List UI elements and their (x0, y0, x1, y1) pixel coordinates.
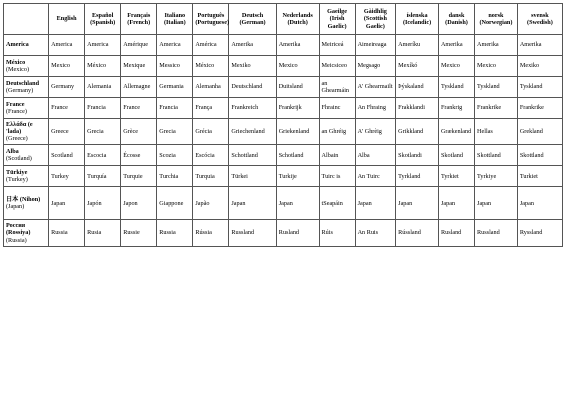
table-cell: Turkiet (517, 166, 562, 187)
column-header-sub: (Portuguese) (195, 19, 230, 26)
table-cell: Mexiko (229, 56, 276, 77)
column-header-name: Português (197, 11, 225, 19)
table-cell: Rússland (396, 220, 439, 246)
table-cell: Grecia (157, 119, 193, 145)
table-cell: Japan (475, 187, 518, 220)
row-header-sub: (Russia) (6, 236, 27, 244)
corner-header-cell (4, 4, 49, 35)
table-cell: Russland (475, 220, 518, 246)
column-header-sub: (Danish) (445, 19, 468, 26)
column-header (517, 4, 562, 35)
table-cell: Mexíkó (396, 56, 439, 77)
column-header (157, 4, 193, 35)
table-cell: Meiriceá (319, 35, 355, 56)
table-cell: Frankrijk (276, 98, 319, 119)
row-header-sub: (Turkey) (6, 176, 28, 184)
header-row (4, 4, 563, 35)
table-cell: France (121, 98, 157, 119)
column-header-name: dansk (448, 11, 465, 19)
table-cell: Tyrkiet (438, 166, 474, 187)
table-cell: Giappone (157, 187, 193, 220)
table-cell: Japan (355, 187, 396, 220)
table-cell: Mexique (121, 56, 157, 77)
column-header-sub: (French) (127, 19, 151, 26)
column-header-sub: (Italian) (163, 19, 186, 26)
table-cell: Amerika (438, 35, 474, 56)
column-header (396, 4, 439, 35)
column-header-name: norsk (488, 11, 504, 19)
table-row (4, 98, 563, 119)
table-cell: Turkey (49, 166, 85, 187)
row-header-name: Alba (6, 147, 19, 155)
table-cell: Japon (121, 187, 157, 220)
table-cell: Japan (229, 187, 276, 220)
table-cell: Rúis (319, 220, 355, 246)
column-header-name: svensk (531, 11, 549, 19)
row-header (4, 119, 49, 145)
table-cell: Turchia (157, 166, 193, 187)
table-cell: France (49, 98, 85, 119)
row-header-sub: (Germany) (6, 87, 34, 94)
table-cell: Frankrike (517, 98, 562, 119)
row-header-name: México (6, 58, 26, 66)
table-row (4, 35, 563, 56)
column-header-name: Español (92, 11, 114, 19)
column-header (475, 4, 518, 35)
table-cell: Frankrike (475, 98, 518, 119)
table-cell: Þýskaland (396, 77, 439, 98)
table-cell: Tyskland (438, 77, 474, 98)
table-cell: America (85, 35, 121, 56)
table-cell: Mexiko (517, 56, 562, 77)
column-header-sub: (Spanish) (90, 19, 116, 26)
table-cell: Russland (229, 220, 276, 246)
table-cell: Schotland (276, 145, 319, 166)
table-cell: Russie (121, 220, 157, 246)
row-header (4, 166, 49, 187)
table-cell: Grèce (121, 119, 157, 145)
row-header-name: America (6, 41, 29, 49)
table-cell: Tyskland (517, 77, 562, 98)
table-cell: Türkei (229, 166, 276, 187)
table-cell: Turquie (121, 166, 157, 187)
column-header (438, 4, 474, 35)
table-cell: México (193, 56, 229, 77)
table-cell: Greece (49, 119, 85, 145)
table-cell: Skottland (517, 145, 562, 166)
column-header-sub: (Icelandic) (402, 19, 432, 26)
row-header-name: Россия (Rossiya) (6, 221, 31, 237)
table-cell: Aimeireaga (355, 35, 396, 56)
table-cell: A' Ghearmailt (355, 77, 396, 98)
column-header-name: Italiano (164, 11, 186, 19)
column-header-sub: (Swedish) (527, 19, 553, 26)
row-header-sub: (Scotland) (6, 155, 32, 163)
column-header-sub: (Norwegian) (479, 19, 513, 26)
column-header-name: Gàidhlig (363, 7, 387, 15)
table-cell: Grekland (517, 119, 562, 145)
table-cell: an Ghréig (319, 119, 355, 145)
table-cell: Alba (355, 145, 396, 166)
table-cell: Rusland (438, 220, 474, 246)
table-cell: Grikkland (396, 119, 439, 145)
table-cell: Russia (49, 220, 85, 246)
table-cell: México (85, 56, 121, 77)
table-container (3, 3, 563, 247)
table-cell: Japão (193, 187, 229, 220)
column-header-name: Gaeilge (327, 7, 348, 15)
table-cell: tSeapáin (319, 187, 355, 220)
table-cell: Frankreich (229, 98, 276, 119)
table-cell: Turkije (276, 166, 319, 187)
row-header (4, 56, 49, 77)
table-cell: Messico (157, 56, 193, 77)
table-cell: America (157, 35, 193, 56)
table-row (4, 145, 563, 166)
row-header-name: France (6, 100, 25, 108)
table-cell: Alemanha (193, 77, 229, 98)
table-cell: Grécia (193, 119, 229, 145)
table-cell: América (193, 35, 229, 56)
column-header-sub: (Dutch) (287, 19, 308, 26)
column-header (319, 4, 355, 35)
row-header-sub: (Japan) (6, 203, 25, 211)
table-cell: America (49, 35, 85, 56)
table-cell: Duitsland (276, 77, 319, 98)
table-cell: an Ghearmáin (319, 77, 355, 98)
table-cell: Russia (157, 220, 193, 246)
table-cell: Mexico (276, 56, 319, 77)
table-cell: Amerika (276, 35, 319, 56)
table-cell: Tyrkiye (475, 166, 518, 187)
table-cell: Turquia (193, 166, 229, 187)
table-cell: Megsago (355, 56, 396, 77)
column-header-name: Français (127, 11, 151, 19)
column-header (49, 4, 85, 35)
table-row (4, 119, 563, 145)
table-cell: Francia (85, 98, 121, 119)
table-cell: Schottland (229, 145, 276, 166)
table-cell: Germany (49, 77, 85, 98)
table-cell: França (193, 98, 229, 119)
table-cell: Meicsiceo (319, 56, 355, 77)
column-header-name: English (56, 15, 77, 23)
column-header-sub: (German) (239, 19, 266, 26)
table-cell: Amerika (229, 35, 276, 56)
table-row (4, 77, 563, 98)
table-cell: Japan (438, 187, 474, 220)
table-cell: Amérique (121, 35, 157, 56)
table-cell: Fhrainc (319, 98, 355, 119)
column-header-sub: (Irish Gaelic) (327, 15, 347, 30)
row-header-sub: (France) (6, 108, 27, 115)
row-header-name: Türkiye (6, 168, 28, 176)
row-header-sub: (Mexico) (6, 66, 30, 73)
table-cell: An Ruis (355, 220, 396, 246)
column-header-name: íslenska (406, 11, 428, 19)
table-cell: Amerika (517, 35, 562, 56)
table-cell: Tyrkland (396, 166, 439, 187)
table-cell: Alemania (85, 77, 121, 98)
table-cell: Écosse (121, 145, 157, 166)
table-cell: Rusia (85, 220, 121, 246)
table-cell: Grecia (85, 119, 121, 145)
table-cell: Japan (396, 187, 439, 220)
column-header-name: Nederlands (282, 11, 313, 19)
table-row (4, 187, 563, 220)
table-cell: Grækenland (438, 119, 474, 145)
table-body (4, 35, 563, 247)
table-cell: Scozia (157, 145, 193, 166)
table-cell: An Fhraing (355, 98, 396, 119)
column-header (229, 4, 276, 35)
row-header-name: Deutschland (6, 79, 40, 87)
row-header (4, 187, 49, 220)
column-header (85, 4, 121, 35)
table-cell: Skotlandi (396, 145, 439, 166)
table-cell: Frakklandi (396, 98, 439, 119)
row-header-sub: (Greece) (6, 135, 28, 143)
table-cell: Turquía (85, 166, 121, 187)
table-cell: Rusland (276, 220, 319, 246)
table-cell: Frankrig (438, 98, 474, 119)
table-cell: Japan (517, 187, 562, 220)
country-names-table (3, 3, 563, 247)
table-cell: Japón (85, 187, 121, 220)
table-cell: Francia (157, 98, 193, 119)
table-cell: Japan (49, 187, 85, 220)
table-cell: Japan (276, 187, 319, 220)
table-cell: Tuirc is (319, 166, 355, 187)
row-header-name: Ελλάδα (e 'lada) (6, 120, 33, 135)
table-cell: Ryssland (517, 220, 562, 246)
table-cell: Mexico (438, 56, 474, 77)
row-header (4, 77, 49, 98)
table-cell: Mexico (49, 56, 85, 77)
row-header (4, 145, 49, 166)
table-cell: Escocia (85, 145, 121, 166)
table-cell: Scotland (49, 145, 85, 166)
column-header-sub: (Scottish Gaelic) (363, 15, 387, 30)
table-cell: Escócia (193, 145, 229, 166)
table-row (4, 56, 563, 77)
table-cell: Ameríku (396, 35, 439, 56)
table-cell: A' Ghrèig (355, 119, 396, 145)
column-header (121, 4, 157, 35)
table-cell: An Tuirc (355, 166, 396, 187)
row-header (4, 220, 49, 246)
table-cell: Skotland (438, 145, 474, 166)
row-header (4, 98, 49, 119)
row-header-name: 日本 (Nihon) (6, 195, 41, 203)
table-cell: Germania (157, 77, 193, 98)
table-cell: Deutschland (229, 77, 276, 98)
row-header (4, 35, 49, 56)
table-cell: Albain (319, 145, 355, 166)
table-cell: Allemagne (121, 77, 157, 98)
table-cell: Skottland (475, 145, 518, 166)
table-cell: Griechenland (229, 119, 276, 145)
table-cell: Mexico (475, 56, 518, 77)
column-header (276, 4, 319, 35)
table-cell: Griekenland (276, 119, 319, 145)
table-cell: Amerika (475, 35, 518, 56)
column-header (193, 4, 229, 35)
table-row (4, 220, 563, 246)
column-header-name: Deutsch (241, 11, 264, 19)
table-cell: Rússia (193, 220, 229, 246)
table-cell: Hellas (475, 119, 518, 145)
column-header (355, 4, 396, 35)
table-row (4, 166, 563, 187)
table-cell: Tyskland (475, 77, 518, 98)
